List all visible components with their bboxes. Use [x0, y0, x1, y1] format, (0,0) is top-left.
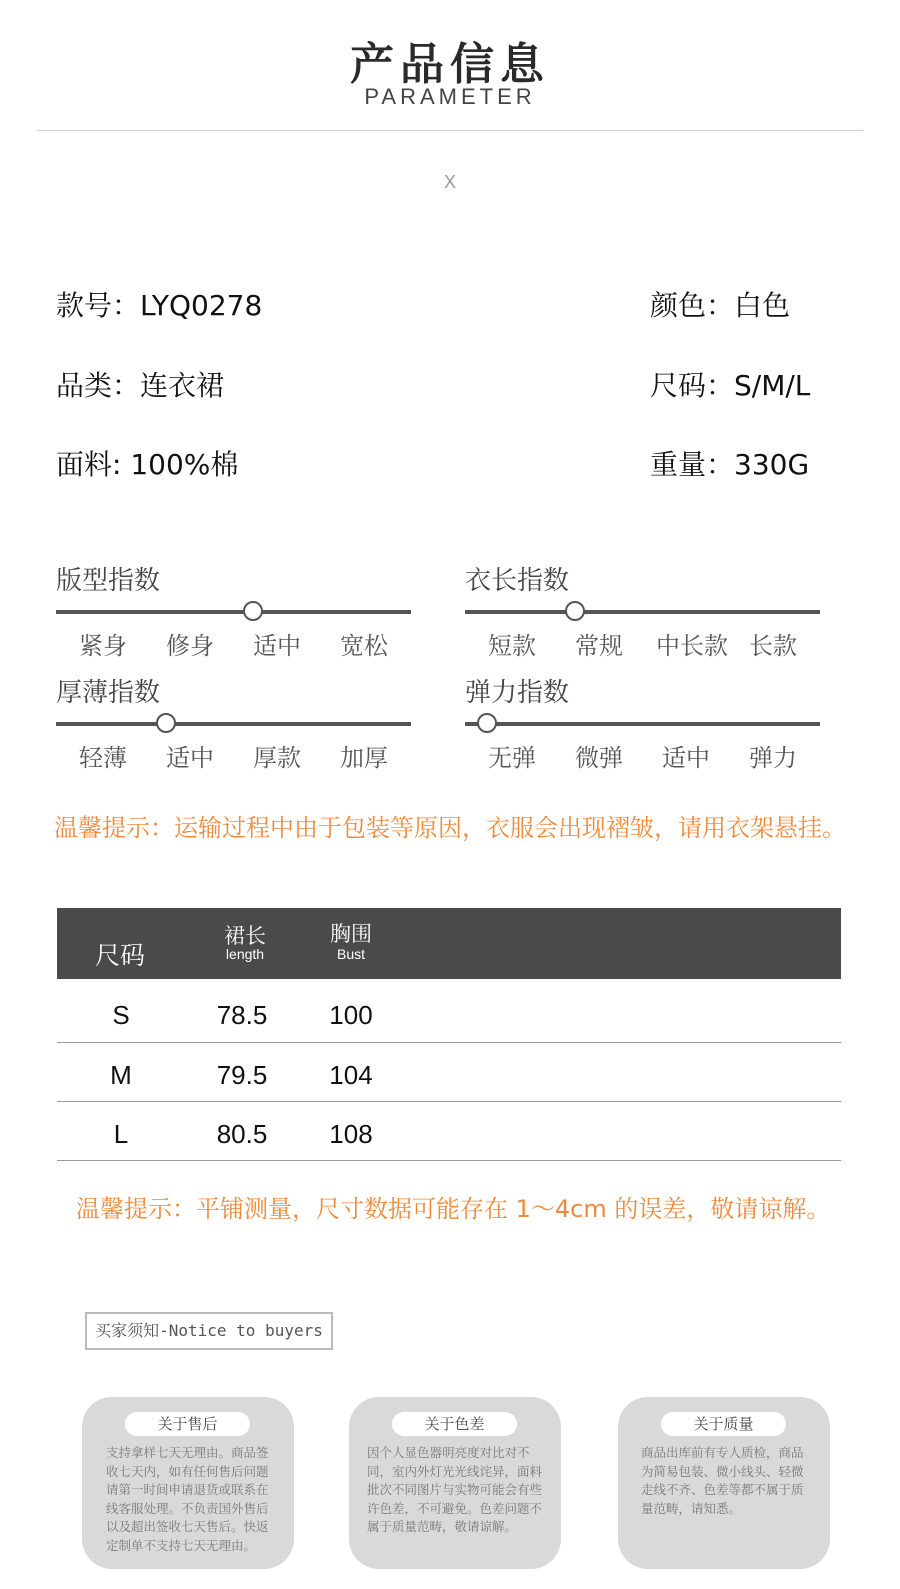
- info-size: 尺码：S/M/L: [650, 369, 811, 402]
- th-size: 尺码: [95, 941, 146, 970]
- table-cell-length: 78.5: [216, 1000, 268, 1030]
- scale-title-elasticity: 弹力指数: [465, 678, 570, 708]
- measurement-tip: 温馨提示：平铺测量，尺寸数据可能存在 1～4cm 的误差，敬请谅解。: [76, 1195, 831, 1223]
- info-color: 颜色：白色: [650, 289, 791, 322]
- th-bust-en: Bust: [336, 946, 365, 962]
- th-bust-cn: 胸围: [330, 922, 372, 946]
- table-cell-bust: 108: [329, 1119, 373, 1149]
- table-row-divider: [57, 1042, 841, 1043]
- scale-label: 紧身: [79, 632, 127, 660]
- scale-track-elasticity: [465, 722, 820, 726]
- scale-label: 弹力: [749, 744, 797, 772]
- th-length-cn: 裙长: [224, 924, 266, 948]
- scale-label: 适中: [662, 744, 710, 772]
- card-text-quality: 商品出库前有专人质检，商品为简易包装、微小线头、轻微走线不齐、色差等都不属于质量范畴，请知悉。: [641, 1445, 804, 1516]
- x-mark: X: [443, 172, 456, 192]
- scale-knob-thickness: [156, 713, 176, 733]
- table-cell-length: 80.5: [216, 1119, 268, 1149]
- scale-label: 微弹: [575, 744, 623, 772]
- card-text-after-sales: 支持拿样七天无理由。商品签收七天内，如有任何售后问题请第一时间申请退货或联系在线客服处理。不负责国外售后以及超出签收七天售后。快返定制单不支持七天无理由。: [106, 1445, 269, 1553]
- th-length-en: length: [225, 946, 265, 962]
- page-subtitle: PARAMETER: [364, 84, 536, 109]
- card-text-color-difference: 因个人显色器明亮度对比对不同，室内外灯光光线诧异，面料批次不同图片与实物可能会有些许色差，不可避免。色差问题不属于质量范畴，敬请谅解。: [367, 1445, 543, 1534]
- table-cell-size: L: [113, 1119, 129, 1149]
- table-row-divider: [57, 1101, 841, 1102]
- scale-label: 短款: [488, 632, 536, 660]
- table-cell-length: 79.5: [216, 1060, 268, 1090]
- scale-title-length: 衣长指数: [465, 566, 570, 596]
- card-title-color-difference: 关于色差: [392, 1412, 517, 1436]
- info-model: 款号：LYQ0278: [56, 289, 263, 322]
- scale-track-length: [465, 610, 820, 614]
- info-weight: 重量：330G: [650, 448, 810, 481]
- card-title-quality: 关于质量: [661, 1412, 786, 1436]
- scale-track-thickness: [56, 722, 411, 726]
- scale-track-fit: [56, 610, 411, 614]
- scale-knob-fit: [243, 601, 263, 621]
- card-title-after-sales: 关于售后: [125, 1412, 250, 1436]
- scale-label: 厚款: [253, 744, 301, 772]
- scale-knob-length: [565, 601, 585, 621]
- scale-label: 轻薄: [79, 744, 127, 772]
- table-cell-size: S: [112, 1000, 130, 1030]
- info-fabric: 面料: 100%棉: [56, 448, 239, 481]
- table-cell-bust: 104: [329, 1060, 373, 1090]
- scale-knob-elasticity: [477, 713, 497, 733]
- scale-label: 无弹: [488, 744, 536, 772]
- scale-label: 加厚: [340, 744, 388, 772]
- scale-label: 常规: [575, 632, 623, 660]
- scale-label: 适中: [166, 744, 214, 772]
- scale-title-thickness: 厚薄指数: [56, 678, 161, 708]
- scale-label: 宽松: [340, 632, 388, 660]
- scale-label: 中长款: [656, 632, 728, 660]
- scale-label: 修身: [166, 632, 214, 660]
- table-cell-size: M: [110, 1060, 132, 1090]
- size-table-header: [57, 908, 841, 979]
- shipping-tip: 温馨提示：运输过程中由于包装等原因，衣服会出现褶皱，请用衣架悬挂。: [54, 814, 846, 842]
- scale-label: 适中: [253, 632, 301, 660]
- table-row-divider: [57, 1160, 841, 1161]
- table-cell-bust: 100: [329, 1000, 373, 1030]
- scale-label: 长款: [749, 632, 797, 660]
- page-title: 产品信息: [350, 39, 550, 90]
- header-divider: [37, 130, 863, 131]
- info-category: 品类：连衣裙: [56, 369, 225, 402]
- scale-title-fit: 版型指数: [56, 566, 161, 596]
- notice-label: 买家须知-Notice to buyers: [85, 1312, 333, 1350]
